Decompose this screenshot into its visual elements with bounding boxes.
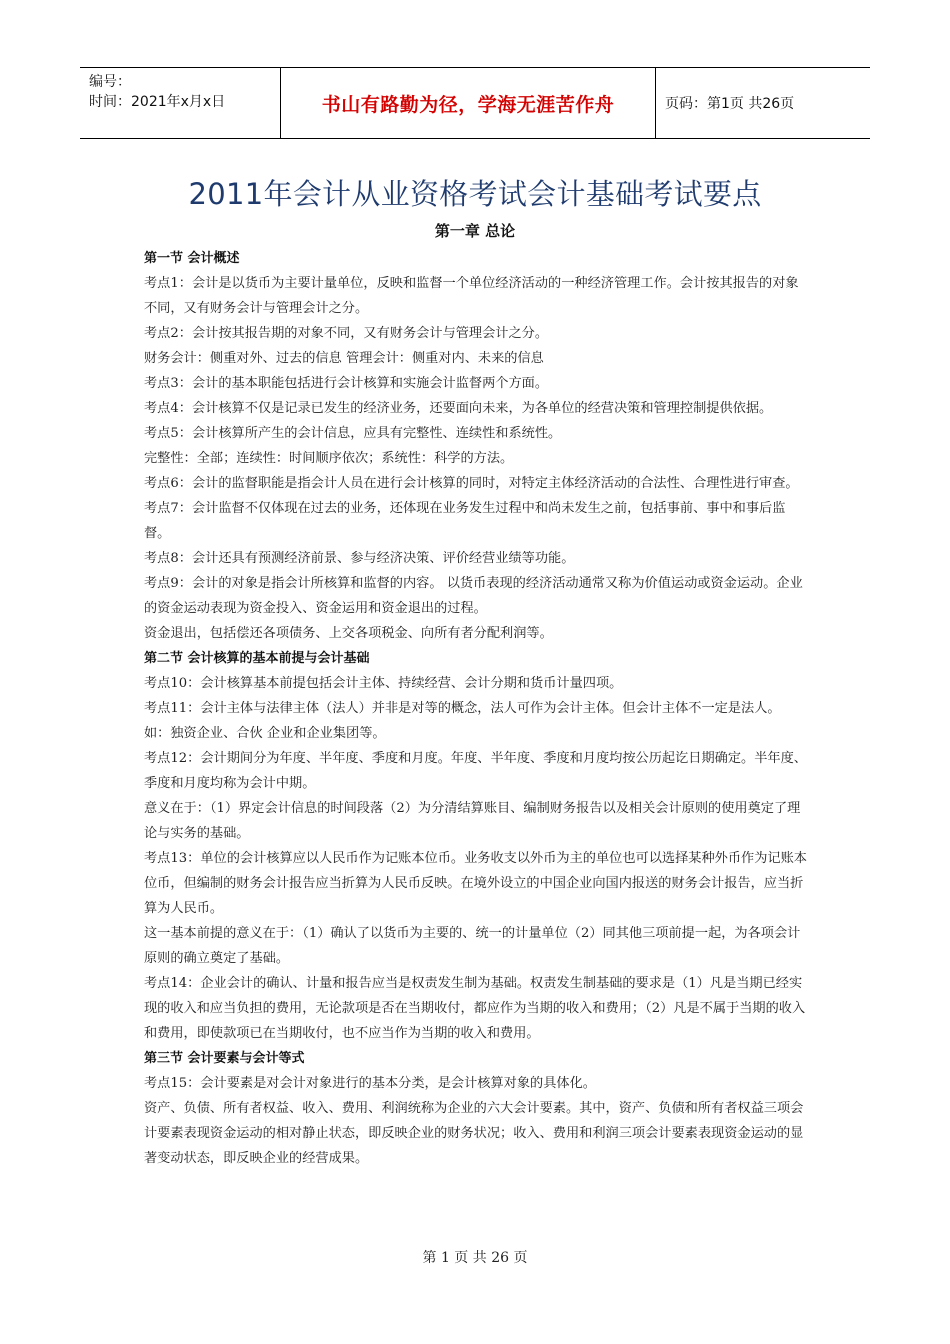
document-title: 2011年会计从业资格考试会计基础考试要点 [188,177,762,211]
header-number-label: 编号： [89,74,131,90]
chapter-heading: 第一章 总论 [434,222,516,240]
header-motto: 书山有路勤为径，学海无涯苦作舟 [281,68,656,138]
section-heading: 第二节 会计核算的基本前提与会计基础 [144,651,370,666]
page-header [80,67,870,139]
paragraph: 这一基本前提的意义在于：（1）确认了以货币为主要的、统一的计量单位（2）同其他三项前提一起，为各项会计原则的确立奠定了基础。 [144,926,801,966]
paragraph: 考点10：会计核算基本前提包括会计主体、持续经营、会计分期和货币计量四项。 [144,676,623,691]
paragraph: 考点9：会计的对象是指会计所核算和监督的内容。 以货币表现的经济活动通常又称为价值运动或资金运动。企业的资金运动表现为资金投入、资金运用和资金退出的过程。 [144,576,803,616]
section-heading: 第三节 会计要素与会计等式 [144,1051,305,1066]
paragraph: 考点7：会计监督不仅体现在过去的业务，还体现在业务发生过程中和尚未发生之前，包括事前、事中和事后监督。 [144,501,786,541]
paragraph: 意义在于：（1）界定会计信息的时间段落（2）为分清结算账目、编制财务报告以及相关会计原则的使用奠定了理论与实务的基础。 [144,801,801,841]
section-heading: 第一节 会计概述 [144,251,240,266]
paragraph: 考点3：会计的基本职能包括进行会计核算和实施会计监督两个方面。 [144,376,549,391]
paragraph: 考点2：会计按其报告期的对象不同，又有财务会计与管理会计之分。 [144,326,549,341]
header-time-label: 时间：2021年x月x日 [89,94,226,110]
paragraph: 财务会计：侧重对外、过去的信息 管理会计：侧重对内、未来的信息 [144,351,544,366]
header-info-cell [80,68,281,138]
paragraph: 资金退出，包括偿还各项债务、上交各项税金、向所有者分配利润等。 [144,626,553,641]
paragraph: 考点4：会计核算不仅是记录已发生的经济业务，还要面向未来，为各单位的经营决策和管理控制提供依据。 [144,401,773,416]
paragraph: 考点12：会计期间分为年度、半年度、季度和月度。年度、半年度、季度和月度均按公历起讫日期确定。半年度、季度和月度均称为会计中期。 [144,751,807,791]
paragraph: 考点14：企业会计的确认、计量和报告应当是权责发生制为基础。权责发生制基础的要求是（1）凡是当期已经实现的收入和应当负担的费用，无论款项是否在当期收付，都应作为当期的收入和费用；（2）凡是不属于当期的收入和费用，即使款项已在当期收付，也不应当作为当期的收入和费用。 [144,976,806,1041]
paragraph: 资产、负债、所有者权益、收入、费用、利润统称为企业的六大会计要素。其中，资产、负债和所有者权益三项会计要素表现资金运动的相对静止状态，即反映企业的财务状况；收入、费用和利润三项会计要素表现资金运动的显著变动状态，即反映企业的经营成果。 [144,1101,804,1166]
paragraph: 考点6：会计的监督职能是指会计人员在进行会计核算的同时，对特定主体经济活动的合法性、合理性进行审查。 [144,476,799,491]
paragraph: 考点5：会计核算所产生的会计信息，应具有完整性、连续性和系统性。 [144,426,562,441]
paragraph: 考点15：会计要素是对会计对象进行的基本分类，是会计核算对象的具体化。 [144,1076,596,1091]
paragraph: 考点1：会计是以货币为主要计量单位，反映和监督一个单位经济活动的一种经济管理工作。会计按其报告的对象不同，又有财务会计与管理会计之分。 [144,276,799,316]
paragraph: 考点8：会计还具有预测经济前景、参与经济决策、评价经营业绩等功能。 [144,551,575,566]
header-page-info: 页码：第1页 共26页 [665,96,795,112]
paragraph: 考点11：会计主体与法律主体（法人）并非是对等的概念，法人可作为会计主体。但会计主体不一定是法人。 如：独资企业、合伙 企业和企业集团等。 [144,701,781,741]
document-body [144,246,808,1171]
page-footer: 第 1 页 共 26 页 [422,1250,528,1266]
paragraph: 完整性：全部；连续性：时间顺序依次；系统性：科学的方法。 [144,451,514,466]
paragraph: 考点13：单位的会计核算应以人民币作为记账本位币。业务收支以外币为主的单位也可以选择某种外币作为记账本位币，但编制的财务会计报告应当折算为人民币反映。在境外设立的中国企业向国内报送的财务会计报告，应当折算为人民币。 [144,851,807,916]
